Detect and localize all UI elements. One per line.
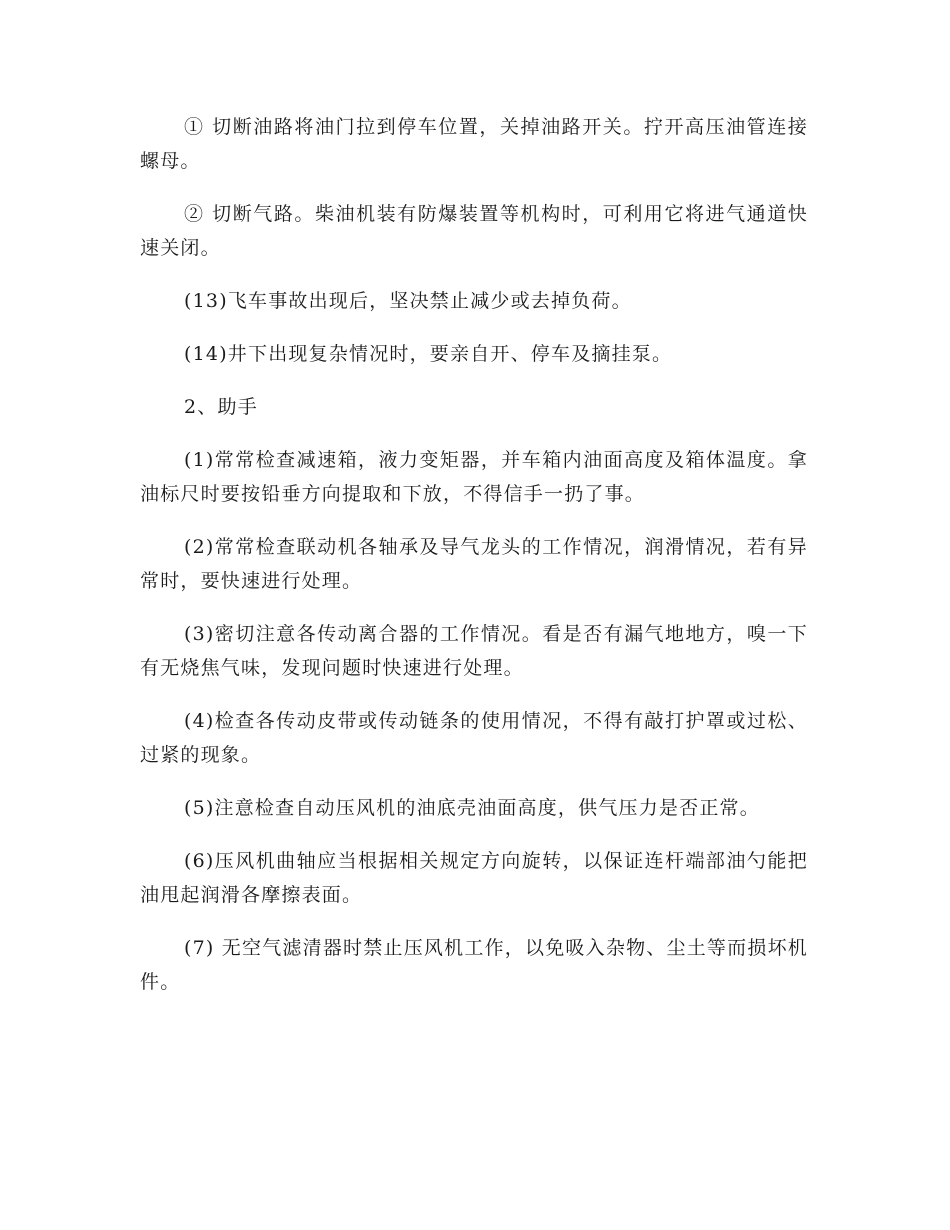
section-heading-assistant: 2、助手: [184, 396, 258, 418]
paragraph-6: (6)压风机曲轴应当根据相关规定方向旋转，以保证连杆端部油勺能把油甩起润滑各摩擦表面。: [140, 850, 808, 906]
paragraph-2: (2)常常检查联动机各轴承及导气龙头的工作情况，润滑情况，若有异常时，要快速进行处理。: [140, 536, 808, 592]
paragraph-3: (3)密切注意各传动离合器的工作情况。看是否有漏气地地方，嗅一下有无烧焦气味，发现问题时快速进行处理。: [140, 623, 808, 679]
paragraph-fuel-cutoff: ① 切断油路将油门拉到停车位置，关掉油路开关。拧开高压油管连接螺母。: [140, 116, 808, 172]
paragraph-5: (5)注意检查自动压风机的油底壳油面高度，供气压力是否正常。: [184, 797, 760, 819]
paragraph-1: (1)常常检查减速箱，液力变矩器，并车箱内油面高度及箱体温度。拿油标尺时要按铅垂方向提取和下放，不得信手一扔了事。: [140, 449, 808, 505]
paragraph-4: (4)检查各传动皮带或传动链条的使用情况，不得有敲打护罩或过松、过紧的现象。: [140, 710, 808, 766]
paragraph-7: (7) 无空气滤清器时禁止压风机工作，以免吸入杂物、尘土等而损坏机件。: [140, 937, 808, 993]
paragraph-14: (14)井下出现复杂情况时，要亲自开、停车及摘挂泵。: [184, 343, 673, 365]
paragraph-13: (13)飞车事故出现后，坚决禁止减少或去掉负荷。: [184, 290, 632, 312]
document-body: [140, 110, 808, 1018]
paragraph-air-cutoff: ② 切断气路。柴油机装有防爆装置等机构时，可利用它将进气通道快速关闭。: [140, 203, 808, 259]
